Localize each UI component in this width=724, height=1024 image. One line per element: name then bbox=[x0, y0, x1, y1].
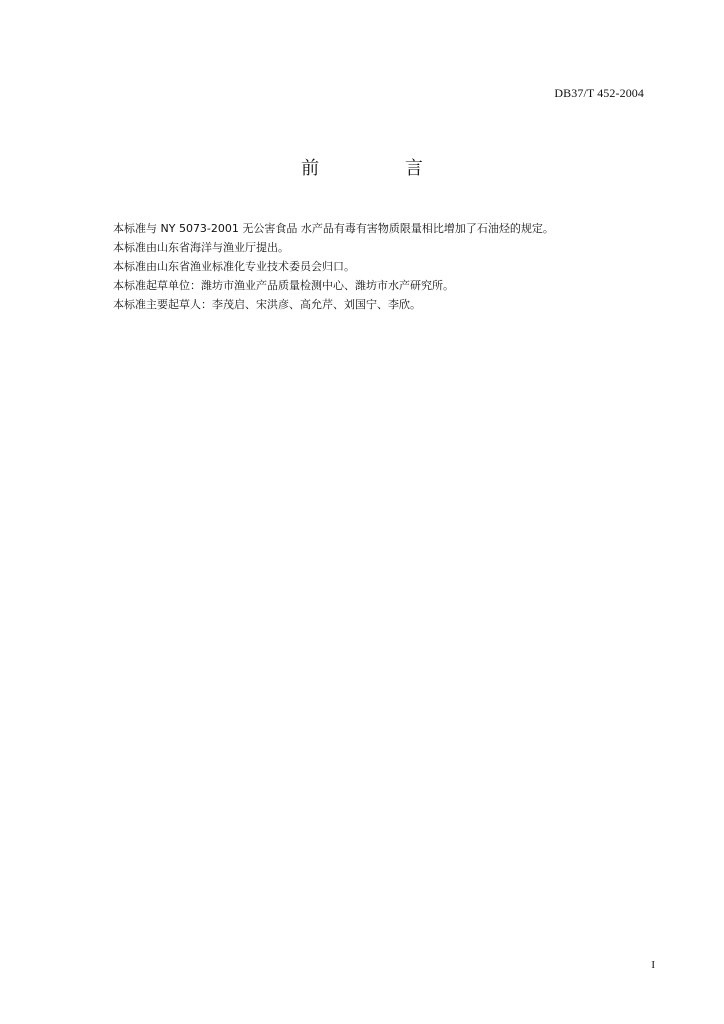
foreword-paragraph: 本标准由山东省海洋与渔业厅提出。 bbox=[113, 241, 289, 254]
foreword-paragraph: 本标准起草单位：潍坊市渔业产品质量检测中心、潍坊市水产研究所。 bbox=[113, 279, 454, 292]
standard-code: DB37/T 452-2004 bbox=[554, 86, 644, 100]
foreword-paragraph: 本标准主要起草人：李茂启、宋洪彦、高允芹、刘国宁、李欣。 bbox=[113, 298, 421, 311]
foreword-paragraph: 本标准由山东省渔业标准化专业技术委员会归口。 bbox=[113, 260, 355, 273]
page-number: I bbox=[651, 959, 655, 971]
foreword-paragraph: 本标准与 NY 5073-2001 无公害食品 水产品有毒有害物质限量相比增加了石油烃的规定。 bbox=[113, 222, 554, 235]
foreword-body bbox=[113, 219, 653, 314]
page-title: 前 言 bbox=[301, 158, 463, 179]
